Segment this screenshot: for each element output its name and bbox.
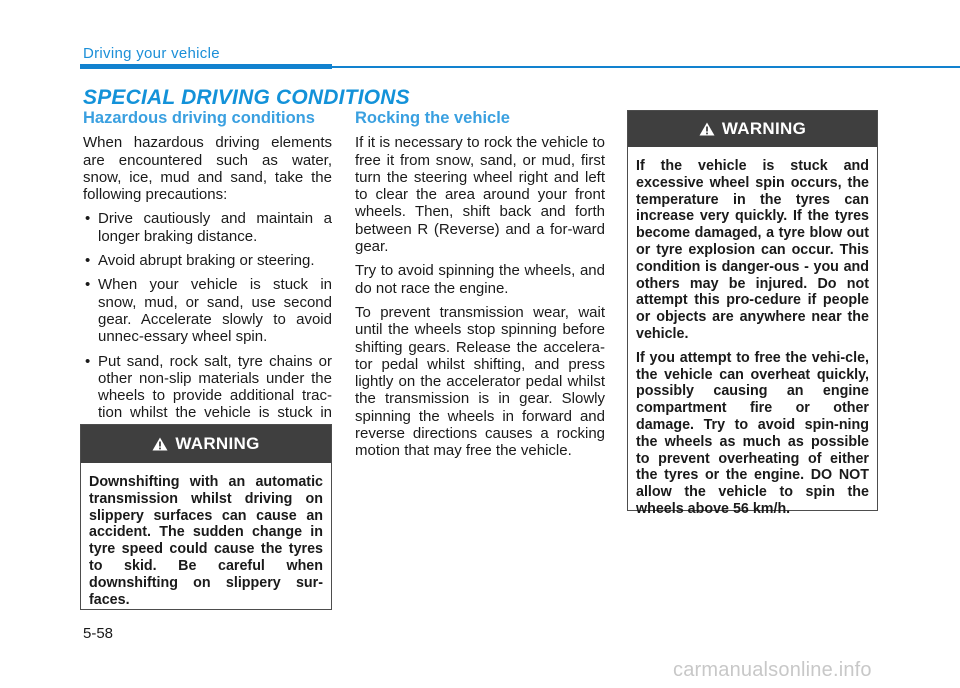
header-rule-thick — [80, 64, 332, 69]
warning-header — [628, 111, 877, 147]
rocking-heading: Rocking the vehicle — [355, 109, 510, 127]
warning-triangle-icon — [699, 122, 715, 136]
warning-text: If the vehicle is stuck and excessive wheel spin occurs, the temperature in the tyres can increase very quickly. If the tyres become damaged, a tyre blow out or tyre explosion can occur. This condition is danger-ous - you and others may be injured. Do not attempt this pro-cedure if people or objects are anywhere near the vehicle. — [636, 158, 869, 342]
rocking-paragraph: To prevent transmission wear, wait until the wheels stop spinning before shifting gears. Release the accelera-tor pedal whilst shifting, and press lightly on the accelerator pedal whilst the transmission is in gear. Slowly spinning the wheels in forward and reverse directions causes a rocking motion that may free the vehicle. — [355, 303, 605, 460]
warning-box-downshift — [80, 424, 332, 610]
page-number: 5-58 — [83, 625, 114, 642]
bullet-icon: • — [85, 210, 91, 228]
list-item: • Drive cautiously and maintain a longer braking distance. — [85, 210, 332, 245]
header-rule-thin — [332, 66, 960, 68]
rocking-paragraph: If it is necessary to rock the vehicle to free it from snow, sand, or mud, first turn the steering wheel right and left to clear the area around your front wheels. Then, shift back and forth between R (Reverse) and a for-ward gear. — [355, 134, 605, 256]
hazardous-heading: Hazardous driving conditions — [83, 109, 315, 127]
warning-title: WARNING — [175, 434, 260, 453]
bullet-icon: • — [85, 252, 91, 270]
page-title: SPECIAL DRIVING CONDITIONS — [83, 86, 410, 109]
warning-body — [81, 463, 331, 608]
section-label: Driving your vehicle — [83, 45, 220, 62]
warning-text: Downshifting with an automatic transmission whilst driving on slippery surfaces can cause an accident. The sudden change in tyre speed could cause the tyres to skid. Be careful when downshifting on slippery sur-faces. — [89, 474, 323, 608]
warning-text: If you attempt to free the vehi-cle, the vehicle can overheat quickly, possibly causing an engine compartment fire or other damage. Try to avoid spin-ning the wheels as much as possible to prevent overheating of either the tyres or the engine. DO NOT allow the vehicle to spin the wheels above 56 km/h. — [636, 349, 869, 517]
warning-body — [628, 147, 877, 518]
bullet-icon: • — [85, 276, 91, 294]
list-item: • When your vehicle is stuck in snow, mud, or sand, use second gear. Accelerate slowly to avoid unnec-essary wheel spin. — [85, 276, 332, 346]
list-item: • Put sand, rock salt, tyre chains or other non-slip materials under the wheels to provide additional trac-tion whilst the vehicle is stuck in — [85, 352, 332, 422]
column-hazardous — [83, 110, 332, 446]
column-rocking — [355, 110, 605, 467]
hazardous-intro: When hazardous driving elements are encountered such as water, snow, ice, mud and sand, take the following precautions: — [83, 134, 332, 204]
warning-triangle-icon — [152, 437, 168, 451]
bullet-icon: • — [85, 352, 91, 370]
watermark: carmanualsonline.info — [673, 659, 872, 681]
list-item: • Avoid abrupt braking or steering. — [85, 252, 315, 270]
warning-title: WARNING — [721, 119, 807, 138]
warning-box-wheelspin — [627, 110, 878, 517]
rocking-paragraph: Try to avoid spinning the wheels, and do not race the engine. — [355, 262, 605, 297]
warning-header — [81, 425, 331, 463]
hazardous-bullet-list — [83, 210, 332, 439]
